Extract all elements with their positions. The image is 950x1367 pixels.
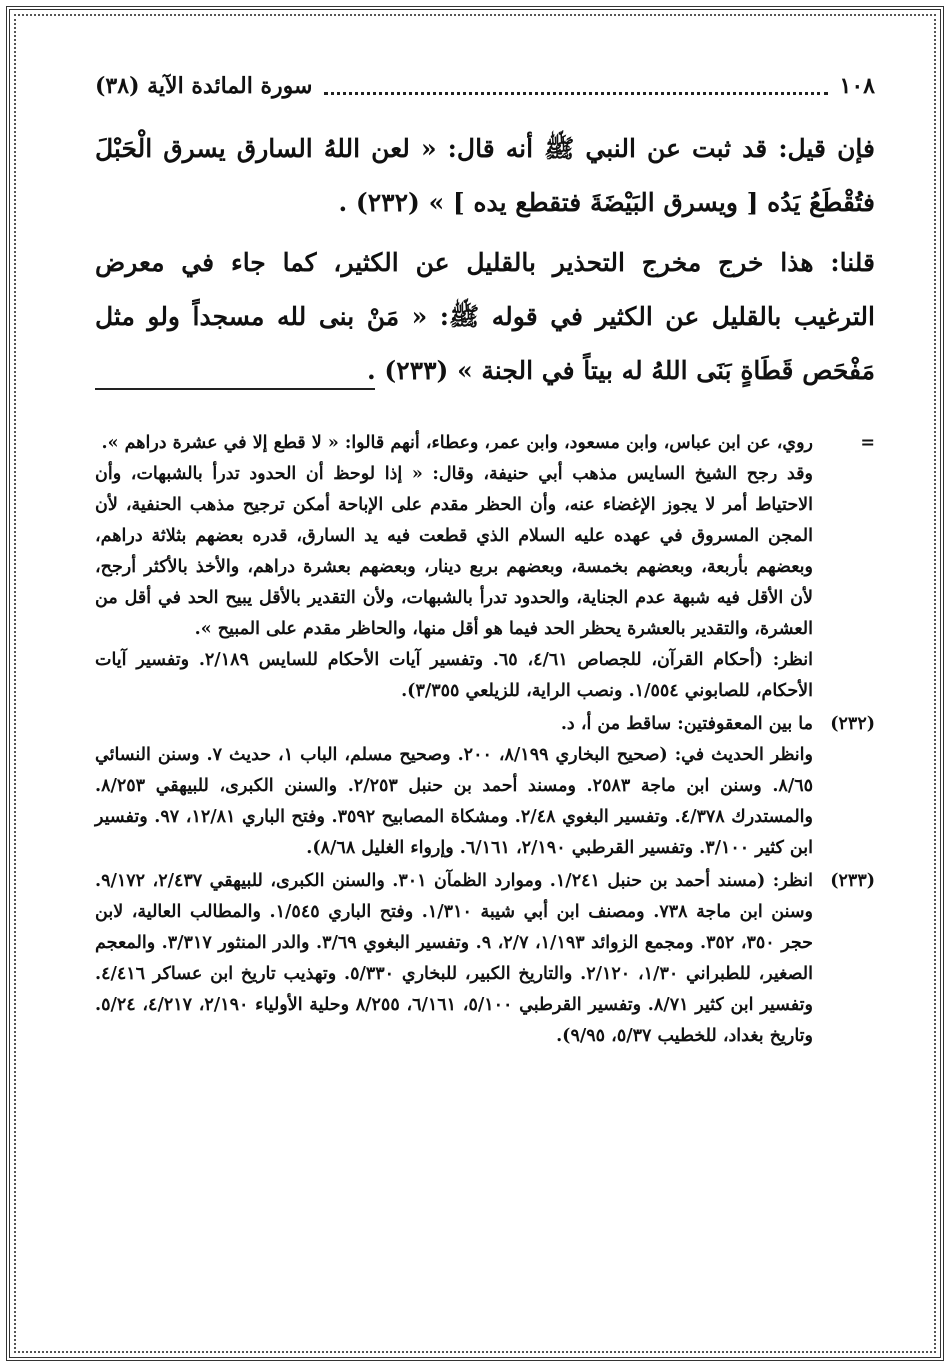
page-content	[95, 68, 875, 404]
paragraph: قلنا: هذا خرج مخرج التحذير بالقليل عن الكثير، كما جاء في معرض الترغيب بالقليل عن الكثير في قوله ﷺ: « مَنْ بنى لله مسجداً ولو مثل مَفْحَص قَطَاةٍ بَنَى اللهُ له بيتاً في الجنة » (٢٣٣) .	[95, 248, 875, 385]
footnote-separator	[95, 388, 375, 390]
footnote-paragraph: وقد رجح الشيخ السايس مذهب أبي حنيفة، وقال: « إذا لوحظ أن الحدود تدرأ بالشبهات، وأن الاحتياط أمر لا يجوز الإغضاء عنه، وأن الحظر مقدم على الإباحة أمكن ترجيح مذهب الحنفية، لأن المجن المسروق في عهده عليه السلام الذي قطعت فيه يد السارق، قدره بعضهم بثلاثة دراهم، وبعضهم بأربعة، وبعضهم بخمسة، وبعضهم بربع دينار، وبعضهم بعشرة دراهم، والأخذ بالأكثر أرجح، لأن الأقل فيه شبهة عدم الجناية، والحدود تدرأ بالشبهات، ولأن التقدير بالأقل يبيح الحد في أقل من العشرة، والتقدير بالعشرة يحظر الحد فيما هو أقل منها، والحاظر مقدم على المبيح ».	[95, 464, 813, 639]
footnotes	[95, 428, 875, 1054]
footnote-item	[95, 709, 875, 864]
main-text	[95, 122, 875, 398]
footnote-paragraph: روي، عن ابن عباس، وابن مسعود، وابن عمر، وعطاء، أنهم قالوا: « لا قطع إلا في عشرة دراهم ».	[101, 433, 813, 453]
footnote-paragraph: انظر: (أحكام القرآن، للجصاص ٤/٦١، ٦٥. وتفسير آيات الأحكام للسايس ٢/١٨٩. وتفسير آيات الأحكام، للصابوني ١/٥٥٤. ونصب الراية، للزيلعي ٣/٣٥٥).	[95, 650, 813, 701]
footnote-text	[95, 709, 813, 864]
footnote-number: =	[860, 433, 875, 453]
paragraph: فإن قيل: قد ثبت عن النبي ﷺ أنه قال: « لعن اللهُ السارق يسرق الْحَبْلَ فتُقْطَعُ يَدُه [ ويسرق البَيْضَةَ فتقطع يده ] » (٢٣٢) .	[95, 134, 875, 217]
footnote-number: (٢٣٣)	[830, 871, 875, 891]
footnote-text	[95, 866, 813, 1052]
header-leader-dots	[324, 78, 827, 95]
footnote-paragraph: ما بين المعقوفتين: ساقط من أ، د.	[560, 714, 813, 734]
footnote-paragraph: انظر: (مسند أحمد بن حنبل ١/٢٤١. وموارد الظمآن ٣٠١. والسنن الكبرى، للبيهقي ٢/٤٣٧، ٩/١٧٢. وسنن ابن ماجة ٧٣٨. ومصنف ابن أبي شيبة ١/٣١٠. وفتح الباري ١/٥٤٥. والمطالب العالية، لابن حجر ٣٥٠، ٣٥٢. ومجمع الزوائد ١/١٩٣، ٢/٧، ٩. وتفسير البغوي ٣/٦٩. والدر المنثور ٣/٣١٧. والمعجم الصغير، للطبراني ١/٣٠، ٢/١٢٠. والتاريخ الكبير، للبخاري ٥/٣٣٠. وتهذيب تاريخ ابن عساكر ٤/٤١٦. وتفسير ابن كثير ٨/٧١. وتفسير القرطبي ٥/١٠٠، ٦/١٦١، ٨/٢٥٥ وحلية الأولياء ٢/١٩٠، ٤/٢١٧، ٥/٢٤. وتاريخ بغداد، للخطيب ٥/٣٧، ٩/٩٥).	[95, 871, 813, 1046]
footnote-number: (٢٣٢)	[830, 714, 875, 734]
page-number: ١٠٨	[839, 73, 875, 99]
footnote-item	[95, 428, 875, 707]
running-header	[95, 68, 875, 104]
footnote-text	[95, 428, 813, 707]
footnote-item	[95, 866, 875, 1052]
chapter-title: سورة المائدة الآية (٣٨)	[95, 73, 313, 99]
footnote-paragraph: وانظر الحديث في: (صحيح البخاري ٨/١٩٩، ٢٠٠. وصحيح مسلم، الباب ١، حديث ٧. وسنن النسائي ٨/٦٥. وسنن ابن ماجة ٢٥٨٣. ومسند أحمد بن حنبل ٢/٢٥٣. والسنن الكبرى، للبيهقي ٨/٢٥٣. والمستدرك ٤/٣٧٨. وتفسير البغوي ٢/٤٨. ومشكاة المصابيح ٣٥٩٢. وفتح الباري ١٢/٨١، ٩٧. وتفسير ابن كثير ٣/١٠٠. وتفسير القرطبي ٢/١٩٠، ٦/١٦١. وإرواء الغليل ٨/٦٨).	[95, 745, 814, 858]
